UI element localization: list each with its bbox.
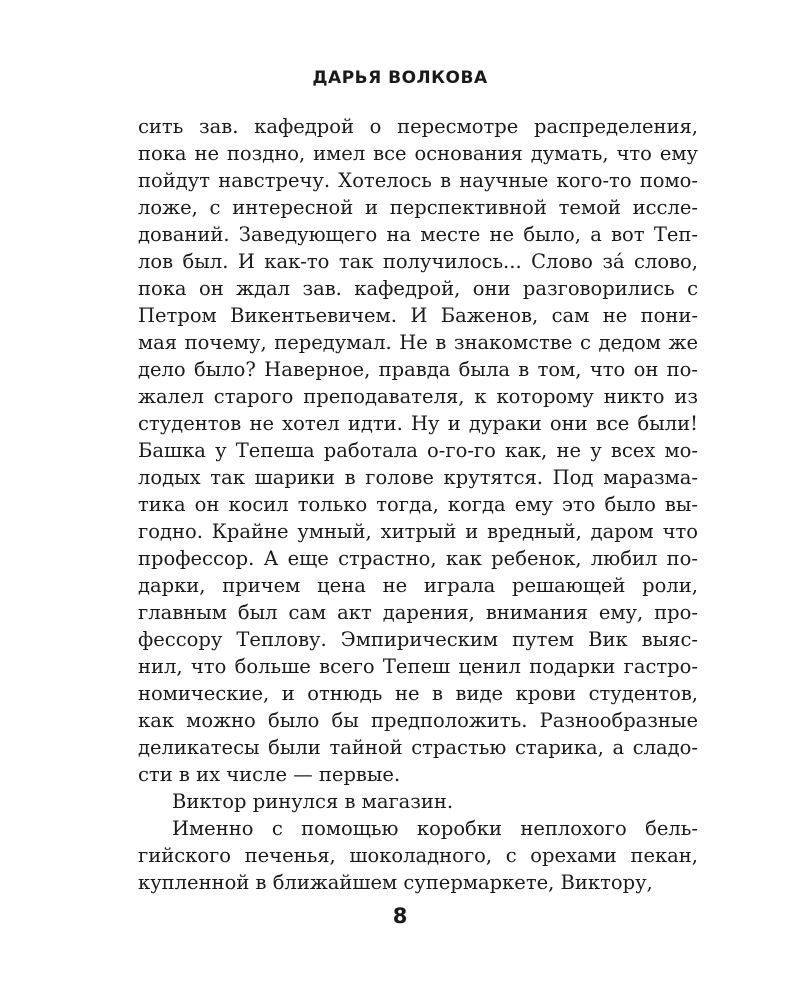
text-line: пока он ждал зав. кафедрой, они разговорились с: [138, 277, 698, 300]
text-line: гийского печенья, шоколадного, с орехами пекан,: [138, 844, 698, 867]
text-line: сить зав. кафедрой о пересмотре распределения,: [138, 115, 698, 138]
text-line: как можно было бы предположить. Разнообразные: [138, 709, 698, 732]
text-line: Башка у Тепеша работала о-го-го как, не у всех мо-: [138, 439, 698, 462]
page-number: 8: [392, 904, 408, 928]
text-line: Петром Викентьевичем. И Баженов, сам не пони-: [138, 304, 698, 327]
running-head-author: ДАРЬЯ ВОЛКОВА: [312, 68, 488, 88]
text-line: Именно с помощью коробки неплохого бель-: [172, 817, 698, 840]
paragraph: [138, 113, 698, 788]
text-line: лов был. И как-то так получилось... Слово за́ слово,: [138, 250, 698, 273]
text-line: номические, и отнюдь не в виде крови студентов,: [138, 682, 698, 705]
text-line: лодых так шарики в голове крутятся. Под маразма-: [138, 466, 698, 489]
text-line: пока не поздно, имел все основания думать, что ему: [138, 142, 698, 165]
text-line: дело было? Наверное, правда была в том, что он по-: [138, 358, 698, 381]
text-line: дований. Заведующего на месте не было, а вот Теп-: [138, 223, 698, 246]
body-text: [138, 113, 698, 896]
paragraph: [138, 815, 698, 896]
text-line: тика он косил только тогда, когда ему это было вы-: [138, 493, 698, 516]
paragraph: [138, 788, 698, 815]
text-line: фессору Теплову. Эмпирическим путем Вик выяс-: [138, 628, 698, 651]
text-line: пойдут навстречу. Хотелось в научные кого-то помо-: [138, 169, 698, 192]
text-line: нил, что больше всего Тепеш ценил подарки гастро-: [138, 655, 698, 678]
text-line: профессор. А еще страстно, как ребенок, любил по-: [138, 547, 698, 570]
text-line: Виктор ринулся в магазин.: [172, 790, 454, 813]
text-line: сти в их числе — первые.: [138, 763, 401, 786]
text-line: дарки, причем цена не играла решающей роли,: [138, 574, 698, 597]
text-line: годно. Крайне умный, хитрый и вредный, даром что: [138, 520, 698, 543]
text-line: деликатесы были тайной страстью старика, а сладо-: [138, 736, 698, 759]
text-line: ложе, с интересной и перспективной темой иссле-: [138, 196, 698, 219]
text-line: главным был сам акт дарения, внимания ему, про-: [138, 601, 698, 624]
text-line: жалел старого преподавателя, к которому никто из: [138, 385, 698, 408]
text-line: купленной в ближайшем супермаркете, Виктору,: [138, 871, 653, 894]
text-line: мая почему, передумал. Не в знакомстве с дедом же: [138, 331, 698, 354]
text-line: студентов не хотел идти. Ну и дураки они все были!: [138, 412, 698, 435]
